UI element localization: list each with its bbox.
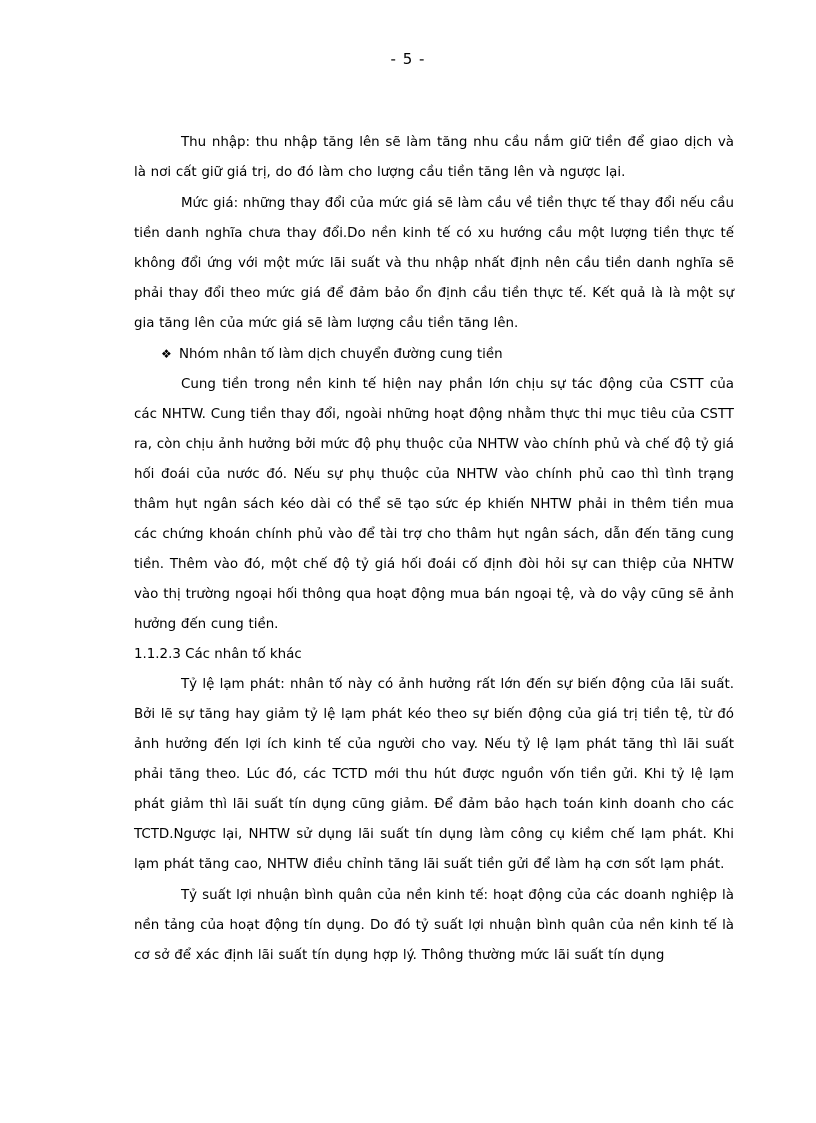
diamond-bullet-icon: ❖ <box>161 347 172 361</box>
paragraph-profit-rate: Tỷ suất lợi nhuận bình quân của nền kinh tế: hoạt động của các doanh nghiệp là nền tảng của hoạt động tín dụng. Do đó tỷ suất lợi nhuận bình quân của nền kinh tế là cơ sở để xác định lãi suất tín dụng hợp lý. Thông thường mức lãi suất tín dụng <box>134 888 734 963</box>
paragraph-price-level: Mức giá: những thay đổi của mức giá sẽ làm cầu về tiền thực tế thay đổi nếu cầu tiền danh nghĩa chưa thay đổi.Do nền kinh tế có xu hướng cầu một lượng tiền thực tế không đổi ứng với một mức lãi suất và thu nhập nhất định nên cầu tiền danh nghĩa sẽ phải thay đổi theo mức giá để đảm bảo ổn định cầu tiền thực tế. Kết quả là là một sự gia tăng lên của mức giá sẽ làm lượng cầu tiền tăng lên. <box>134 196 734 331</box>
section-heading: 1.1.2.3 Các nhân tố khác <box>134 647 302 662</box>
bullet-money-supply-factors <box>134 339 734 370</box>
paragraph-income: Thu nhập: thu nhập tăng lên sẽ làm tăng nhu cầu nắm giữ tiền để giao dịch và là nơi cất giữ giá trị, do đó làm cho lượng cầu tiền tăng lên và ngược lại. <box>134 135 734 180</box>
paragraph-inflation: Tỷ lệ lạm phát: nhân tố này có ảnh hưởng rất lớn đến sự biến động của lãi suất. Bởi lẽ sự tăng hay giảm tỷ lệ lạm phát kéo theo sự biến động của giá trị tiền tệ, từ đó ảnh hưởng đến lợi ích kinh tế của người cho vay. Nếu tỷ lệ lạm phát tăng thì lãi suất phải tăng theo. Lúc đó, các TCTD mới thu hút được nguồn vốn tiền gửi. Khi tỷ lệ lạm phát giảm thì lãi suất tín dụng cũng giảm. Để đảm bảo hạch toán kinh doanh cho các TCTD.Ngược lại, NHTW sử dụng lãi suất tín dụng làm công cụ kiềm chế lạm phát. Khi lạm phát tăng cao, NHTW điều chỉnh tăng lãi suất tiền gửi để làm hạ cơn sốt lạm phát. <box>134 677 734 872</box>
paragraph-money-supply: Cung tiền trong nền kinh tế hiện nay phần lớn chịu sự tác động của CSTT của các NHTW. Cung tiền thay đổi, ngoài những hoạt động nhằm thực thi mục tiêu của CSTT ra, còn chịu ảnh hưởng bởi mức độ phụ thuộc của NHTW vào chính phủ và chế độ tỷ giá hối đoái của nước đó. Nếu sự phụ thuộc của NHTW vào chính phủ cao thì tình trạng thâm hụt ngân sách kéo dài có thể sẽ tạo sức ép khiến NHTW phải in thêm tiền mua các chứng khoán chính phủ vào để tài trợ cho thâm hụt ngân sách, dẫn đến tăng cung tiền. Thêm vào đó, một chế độ tỷ giá hối đoái cố định đòi hỏi sự can thiệp của NHTW vào thị trường ngoại hối thông qua hoạt động mua bán ngoại tệ, và do vậy cũng sẽ ảnh hưởng đến cung tiền. <box>134 377 734 632</box>
bullet-text: Nhóm nhân tố làm dịch chuyển đường cung tiền <box>179 347 503 362</box>
page-number: - 5 - <box>390 50 426 68</box>
document-body <box>134 128 734 971</box>
